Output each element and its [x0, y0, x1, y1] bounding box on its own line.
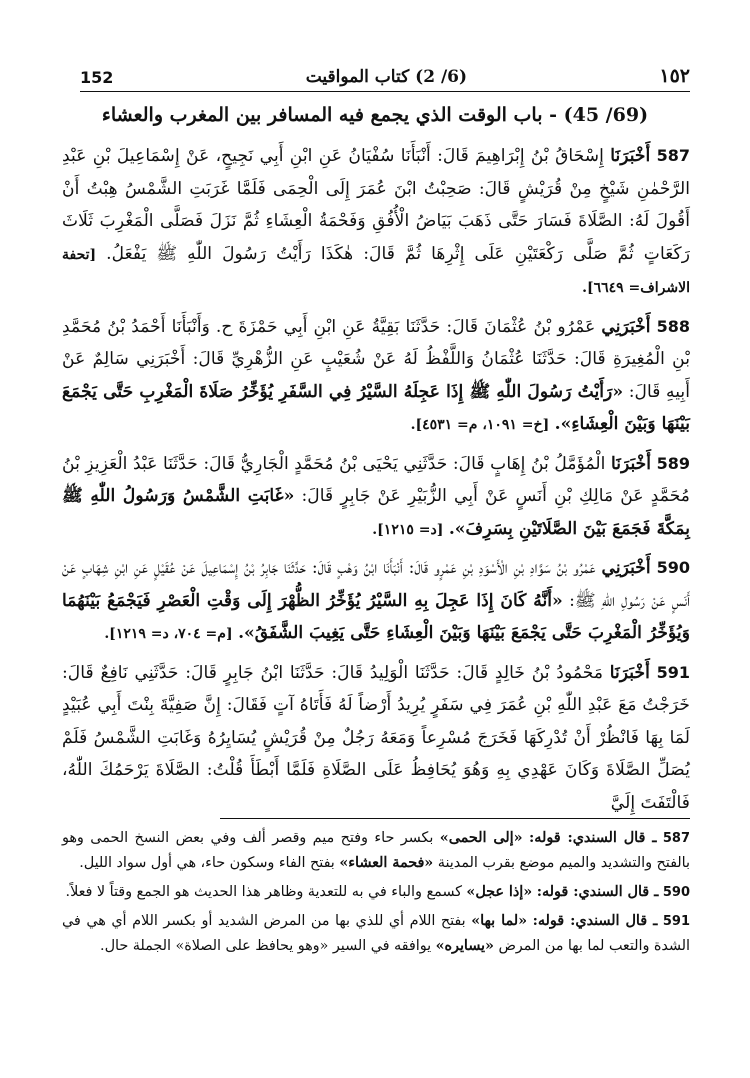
page-number-latin: 152 — [80, 68, 114, 87]
footnote-term: «إذا عجل» — [466, 884, 533, 900]
footnote-number: 590 — [662, 885, 690, 900]
footnote-591 — [62, 909, 690, 959]
hadith-text: إِسْحَاقُ بْنُ إِبْرَاهِيمَ قَالَ: أَنْبَأَنَا سُفْيَانُ عَنِ ابْنِ أَبِي نَجِيحٍ، عَنْ إِسْمَاعِيلَ بْنِ عَبْدِ الرَّحْمٰنِ شَيْخٍ مِنْ قُرَيْشٍ قَالَ: صَحِبْتُ ابْنَ عُمَرَ إِلَى الْحِمَى فَلَمَّا غَرَبَتِ الشَّمْسُ هِبْتُ أَنْ أَقُولَ لَهُ: الصَّلَاةَ فَسَارَ حَتَّى ذَهَبَ بَيَاضُ الْأُفُقِ وَفَحْمَةُ الْعِشَاءِ ثُمَّ نَزَلَ فَصَلَّى الْمَغْرِبَ ثَلَاثَ رَكَعَاتٍ ثُمَّ صَلَّى رَكْعَتَيْنِ عَلَى إِثْرِهَا ثُمَّ قَالَ: هٰكَذَا رَأَيْتُ رَسُولَ اللّٰهِ ﷺ يَفْعَلُ. — [62, 146, 690, 264]
hadith-text: عَمْرُو بْنُ عُثْمَانَ قَالَ: حَدَّثَنَا بَقِيَّةُ عَنِ ابْنِ أَبِي حَمْزَةَ ح. وَأَنْبَأَنَا أَحْمَدُ بْنُ مُحَمَّدِ بْنِ الْمُغِيرَةِ قَالَ: حَدَّثَنَا عُثْمَانُ وَاللَّفْظُ لَهُ عَنْ شُعَيْبٍ عَنِ الزُّهْرِيِّ قَالَ: أَخْبَرَنِي سَالِمٌ عَنْ أَبِيهِ قَالَ: — [62, 316, 690, 402]
hadith-reference: [د= ١٢١٥]. — [372, 521, 444, 538]
hadith-number: 591 — [656, 662, 690, 682]
hadith-quote: «أَنَّهُ كَانَ إِذَا عَجِلَ بِهِ السَّيْرُ يُؤَخِّرُ الظُّهْرَ إِلَى وَقْتِ الْعَصْرِ فَيَجْمَعُ بَيْنَهُمَا وَيُؤَخِّرُ الْمَغْرِبَ حَتَّى يَجْمَعَ بَيْنَهَا وَبَيْنَ الْعِشَاءِ حَتَّى يَغِيبَ الشَّفَقُ». — [62, 590, 690, 643]
hadith-list — [62, 140, 690, 825]
footnote-lead: ـ قال السندي: قوله: — [529, 830, 657, 846]
running-header — [80, 58, 690, 92]
hadith-589 — [62, 448, 690, 547]
running-title: (6/ 2) كتاب المواقيت — [305, 67, 468, 87]
hadith-number: 587 — [656, 146, 690, 165]
footnote-term: «يسايره» — [435, 938, 494, 954]
hadith-text: مَحْمُودُ بْنُ خَالِدٍ قَالَ: حَدَّثَنَا الْوَلِيدُ قَالَ: حَدَّثَنَا ابْنُ جَابِرٍ قَالَ: حَدَّثَنِي نَافِعٌ قَالَ: خَرَجْتُ مَعَ عَبْدِ اللّٰهِ بْنِ عُمَرَ فِي سَفَرٍ يُرِيدُ أَرْضاً لَهُ فَأَتَاهُ آتٍ فَقَالَ: إِنَّ صَفِيَّةَ بِنْتَ أَبِي عُبَيْدٍ لَمَا بِهَا فَانْظُرْ أَنْ تُدْرِكَهَا فَخَرَجَ مُسْرِعاً وَمَعَهُ رَجُلٌ مِنْ قُرَيْشٍ يُسَايِرُهُ وَغَابَتِ الشَّمْسُ فَلَمْ يُصَلِّ الصَّلَاةَ وَكَانَ عَهْدِي بِهِ وَهُوَ يُحَافِظُ عَلَى الصَّلَاةِ فَلَمَّا أَبْطَأَ قُلْتُ: الصَّلَاةَ يَرْحَمُكَ اللّٰهُ، فَالْتَفَتَ إِلَيَّ — [62, 662, 690, 813]
hadith-opening: أَخْبَرَنِي — [601, 316, 651, 337]
hadith-quote: «رَأَيْتُ رَسُولَ اللّٰهِ ﷺ إِذَا عَجِلَهُ السَّيْرُ فِي السَّفَرِ يُؤَخِّرُ صَلَاةَ الْمَغْرِبِ حَتَّى يَجْمَعَ بَيْنَهَا وَبَيْنَ الْعِشَاءِ». — [62, 381, 690, 434]
page-number-arabic: ١٥٢ — [659, 65, 690, 87]
footnote-text: كسمع والباء في به للتعدية وظاهر هذا الحديث هو الجمع وقتاً لا فعلاً. — [65, 884, 462, 900]
hadith-reference: [خ= ١٠٩١، م= ٤٥٣١]. — [410, 417, 550, 433]
footnote-lead: ـ قال السندي: قوله: — [536, 884, 659, 900]
hadith-quote: «غَابَتِ الشَّمْسُ وَرَسُولُ اللّٰهِ ﷺ بِمَكَّةَ فَجَمَعَ بَيْنَ الصَّلَاتَيْنِ بِسَرِفَ». — [62, 486, 690, 539]
footnote-587 — [62, 826, 690, 876]
footnote-term: «لما بها» — [471, 913, 528, 929]
hadith-opening: أَخْبَرَنَا — [609, 662, 650, 683]
hadith-587 — [62, 140, 690, 305]
hadith-590 — [62, 552, 690, 651]
footnote-text: يوافقه في السير «وهو يحافظ على الصلاة» الجملة حال. — [100, 938, 432, 954]
hadith-588 — [62, 311, 690, 442]
footnote-term: «فحمة العشاء» — [339, 855, 434, 871]
footnote-separator — [220, 818, 690, 819]
footnote-text: بفتح الفاء وسكون حاء، هي أول سواد الليل. — [79, 855, 335, 871]
hadith-text: الْمُؤَمَّلُ بْنُ إِهَابٍ قَالَ: حَدَّثَنِي يَحْيَى بْنُ مُحَمَّدٍ الْجَارِيُّ قَالَ: حَدَّثَنَا عَبْدُ الْعَزِيزِ بْنُ مُحَمَّدٍ عَنْ مَالِكِ بْنِ أَنَسٍ عَنْ أَبِي الزُّبَيْرِ عَنْ جَابِرٍ قَالَ: — [62, 453, 690, 506]
hadith-text: عَمْرُو بْنُ سَوَّادِ بْنِ الْأَسْوَدِ بْنِ عَمْرٍو قَالَ: أَنْبَأَنَا ابْنُ وَهْبٍ قَالَ: حَدَّثَنَا جَابِرُ بْنُ إِسْمَاعِيلَ عَنْ عُقَيْلٍ عَنِ ابْنِ شِهَابٍ عَنْ أَنَسٍ عَنْ رَسُولِ اللّٰهِ ﷺ: — [62, 558, 690, 611]
hadith-opening: أَخْبَرَنِي — [601, 558, 651, 578]
footnote-term: «إلى الحمى» — [439, 830, 523, 846]
hadith-591 — [62, 657, 690, 820]
hadith-opening: أَخْبَرَنَا — [610, 453, 652, 474]
footnote-number: 591 — [662, 914, 690, 929]
hadith-number: 588 — [656, 316, 691, 336]
footnote-number: 587 — [662, 831, 691, 846]
chapter-title: (69/ 45) - باب الوقت الذي يجمع فيه المسافر بين المغرب والعشاء — [101, 104, 649, 126]
hadith-reference: [م= ٧٠٤، د= ١٢١٩]. — [104, 626, 233, 642]
hadith-reference: [تحفة الاشراف= ٦٦٤٩]. — [62, 246, 690, 296]
footnote-text: بكسر حاء وفتح ميم وقصر ألف وفي بعض النسخ الحمى وهو بالفتح والتشديد والميم موضع بقرب المدينة — [62, 830, 690, 871]
footnote-text: بفتح اللام أي للذي بها من المرض الشديد أو بكسر اللام أي هي في الشدة والتعب لما بها من المرض — [62, 913, 690, 954]
footnote-590 — [62, 880, 690, 905]
hadith-number: 589 — [656, 453, 690, 473]
footnotes — [62, 826, 690, 963]
footnote-lead: ـ قال السندي: قوله: — [532, 913, 658, 929]
hadith-opening: أَخْبَرَنَا — [610, 146, 651, 166]
hadith-number: 590 — [656, 558, 691, 577]
